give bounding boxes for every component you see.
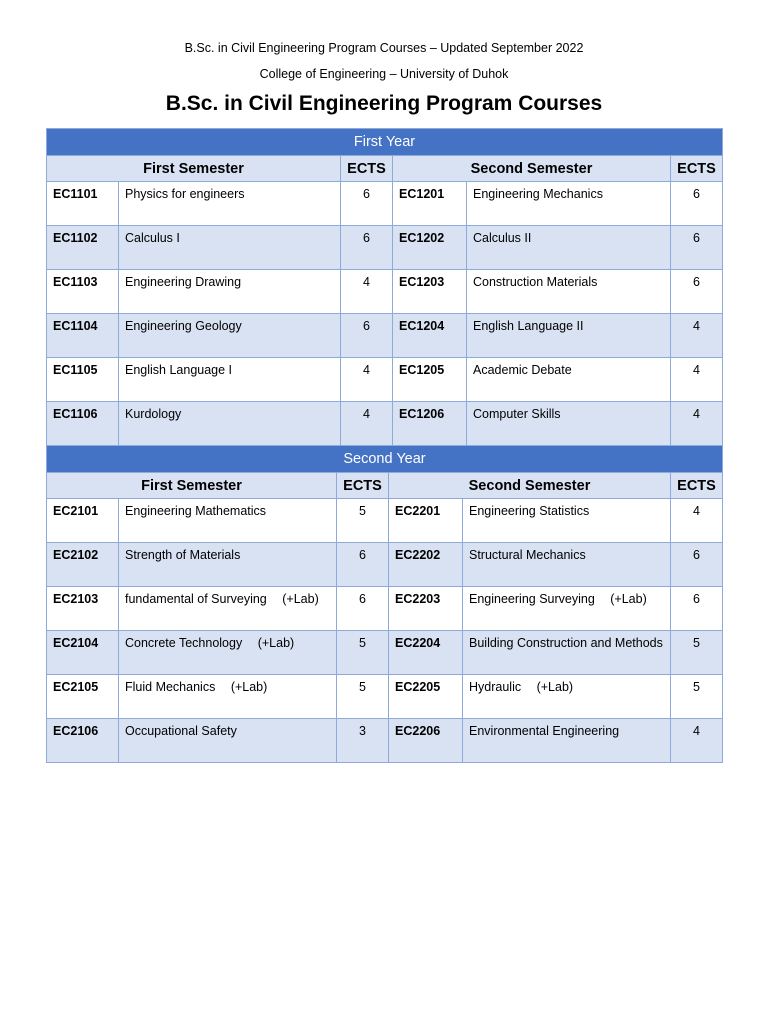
ects-value: 6 (671, 587, 723, 631)
course-code: EC1201 (393, 182, 467, 226)
course-name (119, 631, 337, 675)
course-name-text: Physics for engineers (125, 187, 245, 201)
course-name-text: Computer Skills (473, 407, 561, 421)
ects-value: 6 (341, 182, 393, 226)
table-row (47, 543, 723, 587)
lab-tag: (+Lab) (257, 636, 295, 650)
ects-value: 4 (671, 499, 723, 543)
course-name (467, 182, 671, 226)
course-code: EC2205 (389, 675, 463, 719)
course-code: EC1206 (393, 402, 467, 446)
course-name (119, 543, 337, 587)
ects-heading: ECTS (337, 473, 389, 499)
course-name-text: Calculus I (125, 231, 180, 245)
course-name-text: Fluid Mechanics (125, 680, 216, 694)
table-row (47, 314, 723, 358)
course-name-text: Engineering Mechanics (473, 187, 603, 201)
course-code: EC1101 (47, 182, 119, 226)
second-semester-heading: Second Semester (393, 156, 671, 182)
year-header-row (47, 446, 723, 473)
course-name (119, 675, 337, 719)
course-code: EC1204 (393, 314, 467, 358)
course-name (463, 543, 671, 587)
ects-value: 6 (337, 543, 389, 587)
course-name (463, 587, 671, 631)
ects-value: 4 (671, 314, 723, 358)
course-name-text: Structural Mechanics (469, 548, 586, 562)
year-label: Second Year (47, 446, 723, 473)
course-name-text: Construction Materials (473, 275, 598, 289)
page-title: B.Sc. in Civil Engineering Program Courses (165, 92, 603, 115)
course-name (119, 499, 337, 543)
course-name-text: Building Construction and Methods (469, 636, 663, 650)
course-code: EC2202 (389, 543, 463, 587)
course-name (119, 314, 341, 358)
course-name-text: Engineering Mathematics (125, 504, 267, 518)
course-name (467, 314, 671, 358)
table-row (47, 402, 723, 446)
ects-value: 4 (341, 270, 393, 314)
table-row (47, 719, 723, 763)
course-name-text: English Language I (125, 363, 233, 377)
course-name (119, 358, 341, 402)
course-name (467, 270, 671, 314)
course-name-text: Strength of Materials (125, 548, 241, 562)
course-code: EC1106 (47, 402, 119, 446)
course-name-text: Hydraulic (469, 680, 522, 694)
course-code: EC1203 (393, 270, 467, 314)
table-row (47, 675, 723, 719)
ects-value: 5 (337, 499, 389, 543)
lab-tag: (+Lab) (282, 592, 319, 606)
course-name (119, 182, 341, 226)
table-row (47, 226, 723, 270)
table-row (47, 631, 723, 675)
ects-heading: ECTS (671, 473, 723, 499)
table-row (47, 499, 723, 543)
course-name (463, 675, 671, 719)
course-name-text: Academic Debate (473, 363, 572, 377)
course-name-text: Engineering Drawing (125, 275, 242, 289)
course-code: EC2105 (47, 675, 119, 719)
ects-value: 6 (671, 182, 723, 226)
ects-value: 5 (337, 675, 389, 719)
ects-value: 6 (671, 226, 723, 270)
year-header-row (47, 129, 723, 156)
course-code: EC2206 (389, 719, 463, 763)
lab-tag: (+Lab) (610, 592, 647, 606)
course-name (463, 719, 671, 763)
ects-value: 5 (671, 675, 723, 719)
course-name-text: English Language II (473, 319, 584, 333)
course-code: EC1202 (393, 226, 467, 270)
ects-value: 4 (341, 402, 393, 446)
course-name (467, 402, 671, 446)
second-semester-heading: Second Semester (389, 473, 671, 499)
course-name-text: Engineering Statistics (469, 504, 590, 518)
lab-tag: (+Lab) (536, 680, 574, 694)
course-name-text: fundamental of Surveying (125, 592, 267, 606)
course-code: EC2103 (47, 587, 119, 631)
first-semester-heading: First Semester (47, 473, 337, 499)
ects-value: 4 (671, 402, 723, 446)
table-row (47, 358, 723, 402)
ects-value: 6 (341, 226, 393, 270)
ects-value: 4 (671, 719, 723, 763)
ects-value: 5 (337, 631, 389, 675)
ects-value: 6 (341, 314, 393, 358)
course-name (467, 358, 671, 402)
ects-heading: ECTS (341, 156, 393, 182)
ects-value: 6 (671, 543, 723, 587)
course-name (463, 631, 671, 675)
course-name-text: Environmental Engineering (469, 724, 620, 738)
course-name-text: Calculus II (473, 231, 532, 245)
second-year-table (46, 445, 723, 763)
course-code: EC2102 (47, 543, 119, 587)
course-name (467, 226, 671, 270)
ects-value: 4 (341, 358, 393, 402)
course-name-text: Occupational Safety (125, 724, 237, 738)
course-code: EC1104 (47, 314, 119, 358)
ects-value: 6 (337, 587, 389, 631)
semester-header-row (47, 156, 723, 182)
course-name-text: Engineering Surveying (469, 592, 595, 606)
course-name (119, 226, 341, 270)
ects-value: 5 (671, 631, 723, 675)
course-code: EC2204 (389, 631, 463, 675)
ects-heading: ECTS (671, 156, 723, 182)
course-name (463, 499, 671, 543)
table-row (47, 270, 723, 314)
course-code: EC2106 (47, 719, 119, 763)
course-name-text: Kurdology (125, 407, 182, 421)
first-year-table (46, 128, 723, 446)
table-row (47, 587, 723, 631)
course-code: EC1103 (47, 270, 119, 314)
course-code: EC2101 (47, 499, 119, 543)
course-code: EC2201 (389, 499, 463, 543)
lab-tag: (+Lab) (230, 680, 268, 694)
header-line-2: College of Engineering – University of Duhok (259, 67, 509, 81)
course-name (119, 402, 341, 446)
course-code: EC2203 (389, 587, 463, 631)
course-code: EC1102 (47, 226, 119, 270)
ects-value: 3 (337, 719, 389, 763)
ects-value: 4 (671, 358, 723, 402)
course-name-text: Concrete Technology (125, 636, 243, 650)
header-line-1: B.Sc. in Civil Engineering Program Courses – Updated September 2022 (184, 41, 584, 55)
course-name (119, 587, 337, 631)
semester-header-row (47, 473, 723, 499)
year-label: First Year (47, 129, 723, 156)
table-row (47, 182, 723, 226)
first-semester-heading: First Semester (47, 156, 341, 182)
course-name (119, 270, 341, 314)
course-code: EC1105 (47, 358, 119, 402)
course-name-text: Engineering Geology (125, 319, 242, 333)
course-code: EC2104 (47, 631, 119, 675)
ects-value: 6 (671, 270, 723, 314)
course-code: EC1205 (393, 358, 467, 402)
course-name (119, 719, 337, 763)
